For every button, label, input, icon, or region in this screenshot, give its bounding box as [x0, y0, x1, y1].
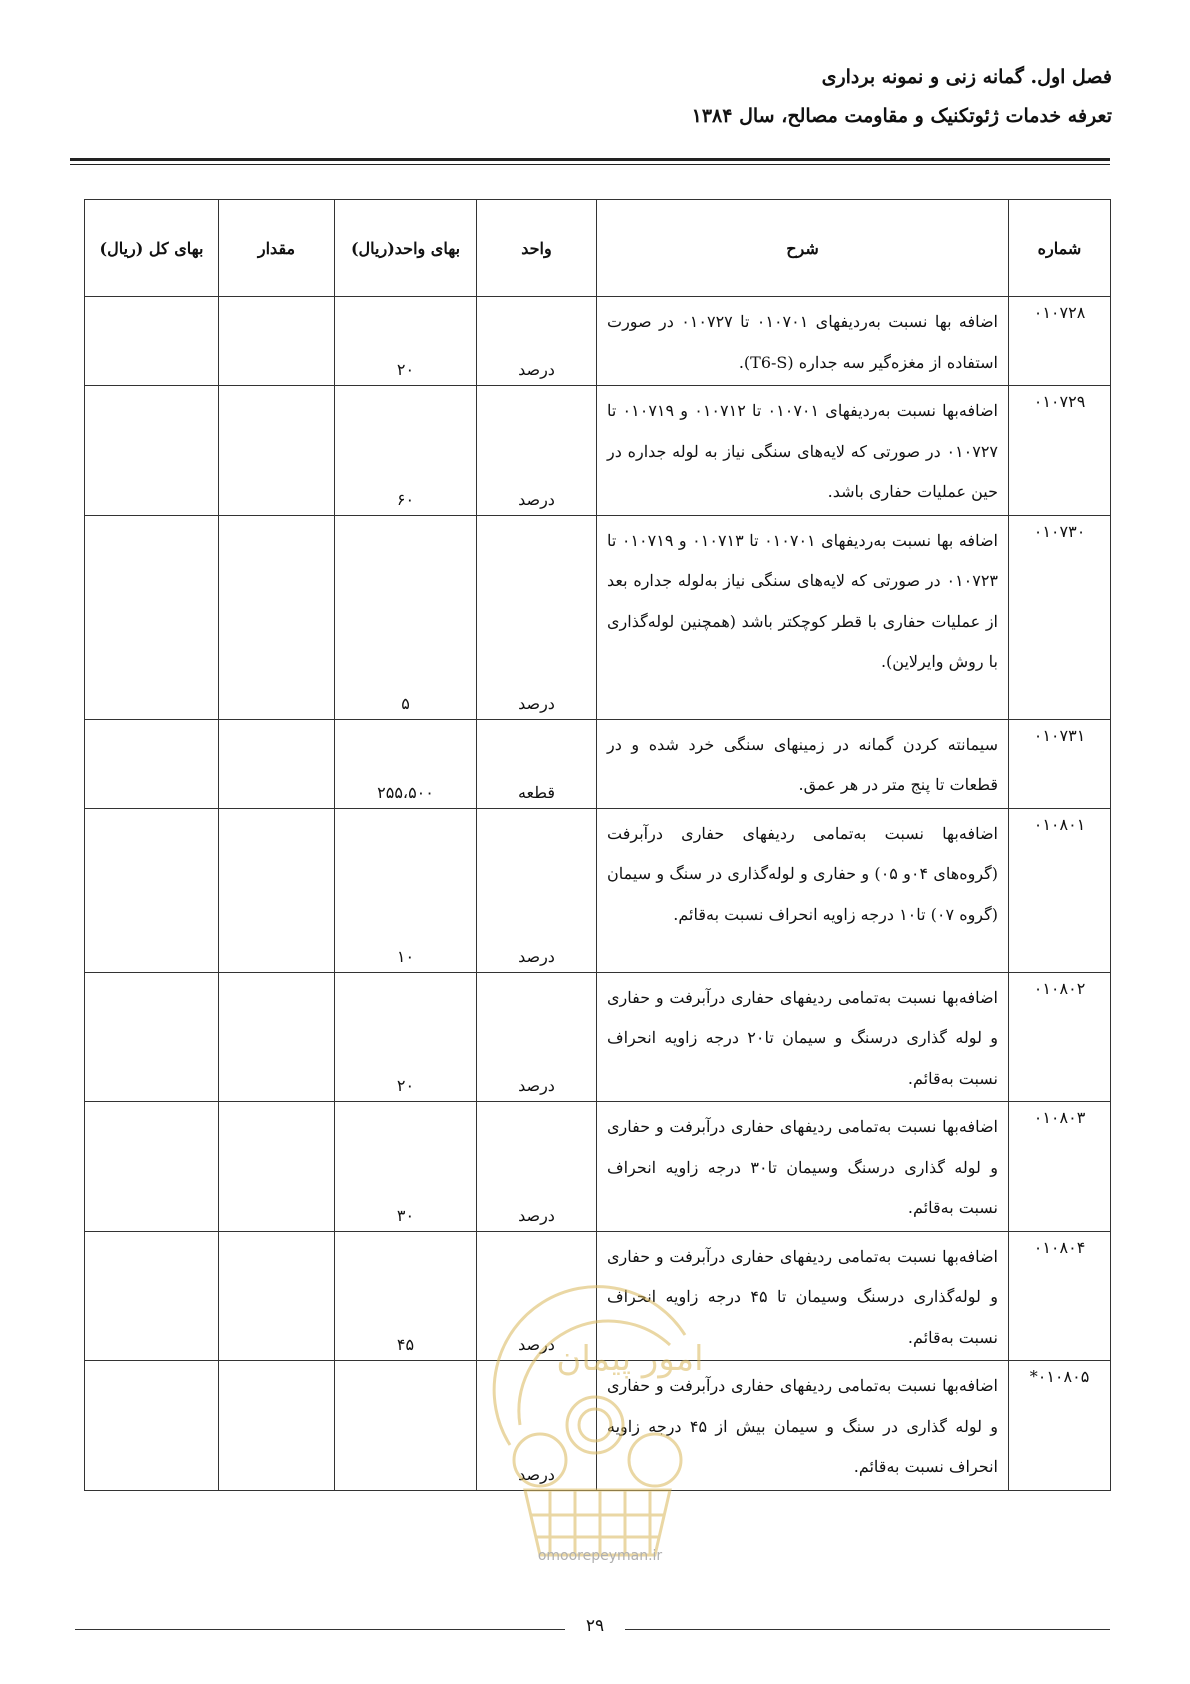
row-unit-price: ۲۰ — [335, 297, 477, 386]
row-total-price — [85, 515, 219, 719]
row-description: اضافه بها نسبت به‌ردیفهای ۰۱۰۷۰۱ تا ۰۱۰۷۱۳ و ۰۱۰۷۱۹ تا ۰۱۰۷۲۳ در صورتی که لایه‌های سنگی نیاز به‌لوله جداره بعد از عملیات حفاری با قطر کوچکتر باشد (همچنین لوله‌گذاری با روش وایرلاین). — [597, 515, 1009, 719]
page-header — [72, 56, 1112, 134]
row-quantity — [219, 1102, 335, 1232]
row-description: اضافه‌بها نسبت به‌تمامی ردیفهای حفاری درآبرفت و حفاری و لوله گذاری در سنگ و سیمان بیش از ۴۵ درجه زاویه انحراف نسبت به‌قائم. — [597, 1361, 1009, 1491]
row-unit-price: ۱۰ — [335, 808, 477, 972]
header-rule-thick — [70, 158, 1110, 161]
row-unit: درصد — [477, 1102, 597, 1232]
row-total-price — [85, 297, 219, 386]
table-row — [85, 515, 1111, 719]
row-unit-price: ۴۵ — [335, 1231, 477, 1361]
col-header-number: شماره — [1009, 200, 1111, 297]
row-unit: درصد — [477, 515, 597, 719]
row-unit-price: ۵ — [335, 515, 477, 719]
page-number: ۲۹ — [585, 1616, 605, 1636]
row-number: ۰۱۰۷۲۹ — [1009, 386, 1111, 516]
row-number: ۰۱۰۸۰۴ — [1009, 1231, 1111, 1361]
row-total-price — [85, 1361, 219, 1491]
row-description: اضافه‌بها نسبت به‌تمامی ردیفهای حفاری درآبرفت و حفاری و لوله گذاری درسنگ وسیمان تا۳۰ درجه زاویه انحراف نسبت به‌قائم. — [597, 1102, 1009, 1232]
row-quantity — [219, 719, 335, 808]
row-total-price — [85, 1102, 219, 1232]
row-unit-price: ۳۰ — [335, 1102, 477, 1232]
row-number: ۰۱۰۸۰۱ — [1009, 808, 1111, 972]
row-quantity — [219, 386, 335, 516]
document-subtitle: تعرفه خدمات ژئوتکنیک و مقاومت مصالح، سال ۱۳۸۴ — [691, 105, 1112, 127]
row-quantity — [219, 515, 335, 719]
row-quantity — [219, 808, 335, 972]
table-row — [85, 972, 1111, 1102]
row-number: ۰۱۰۷۳۰ — [1009, 515, 1111, 719]
row-number: ۰۱۰۷۲۸ — [1009, 297, 1111, 386]
chapter-title: فصل اول. گمانه زنی و نمونه برداری — [821, 66, 1112, 88]
row-unit: درصد — [477, 972, 597, 1102]
row-description: اضافه‌بها نسبت به‌تمامی ردیفهای حفاری درآبرفت (گروه‌های ۰۴و ۰۵) و حفاری و لوله‌گذاری در سنگ و سیمان (گروه ۰۷) تا۱۰ درجه زاویه انحراف نسبت به‌قائم. — [597, 808, 1009, 972]
row-number: ۰۱۰۸۰۲ — [1009, 972, 1111, 1102]
row-description: اضافه بها نسبت به‌ردیفهای ۰۱۰۷۰۱ تا ۰۱۰۷۲۷ در صورت استفاده از مغزه‌گیر سه جداره (T6-S). — [597, 297, 1009, 386]
row-description: اضافه‌بها نسبت به‌تمامی ردیفهای حفاری درآبرفت و حفاری و لوله گذاری درسنگ و سیمان تا۲۰ درجه زاویه انحراف نسبت به‌قائم. — [597, 972, 1009, 1102]
col-header-unit-price: بهای واحد(ریال) — [335, 200, 477, 297]
row-quantity — [219, 1361, 335, 1491]
footer-rule-right — [625, 1629, 1110, 1630]
row-unit-price: ۶۰ — [335, 386, 477, 516]
table-row — [85, 1102, 1111, 1232]
table-row — [85, 297, 1111, 386]
row-description: اضافه‌بها نسبت به‌ردیفهای ۰۱۰۷۰۱ تا ۰۱۰۷۱۲ و ۰۱۰۷۱۹ تا ۰۱۰۷۲۷ در صورتی که لایه‌های سنگی نیاز به لوله جداره در حین عملیات حفاری باشد. — [597, 386, 1009, 516]
row-total-price — [85, 719, 219, 808]
header-rule-thin — [70, 164, 1110, 165]
row-number: ۰۱۰۷۳۱ — [1009, 719, 1111, 808]
watermark-site: omoorepeyman.ir — [537, 1548, 663, 1564]
table-row — [85, 808, 1111, 972]
row-unit-price — [335, 1361, 477, 1491]
row-unit-price: ۲۵۵،۵۰۰ — [335, 719, 477, 808]
row-total-price — [85, 808, 219, 972]
row-unit: درصد — [477, 297, 597, 386]
row-unit: درصد — [477, 386, 597, 516]
row-unit: درصد — [477, 1231, 597, 1361]
watermark-logo-icon — [480, 1275, 730, 1565]
table-row — [85, 386, 1111, 516]
row-quantity — [219, 297, 335, 386]
col-header-description: شرح — [597, 200, 1009, 297]
row-unit: درصد — [477, 1361, 597, 1491]
row-number: ۰۱۰۸۰۳ — [1009, 1102, 1111, 1232]
table-header-row — [85, 200, 1111, 297]
row-total-price — [85, 972, 219, 1102]
row-number: ۰۱۰۸۰۵* — [1009, 1361, 1111, 1491]
footer-rule-left — [75, 1629, 565, 1630]
row-unit-price: ۲۰ — [335, 972, 477, 1102]
col-header-quantity: مقدار — [219, 200, 335, 297]
table-row — [85, 719, 1111, 808]
row-description: سیمانته کردن گمانه در زمینهای سنگی خرد شده و در قطعات تا پنج متر در هر عمق. — [597, 719, 1009, 808]
row-total-price — [85, 1231, 219, 1361]
row-quantity — [219, 972, 335, 1102]
row-unit: قطعه — [477, 719, 597, 808]
row-description: اضافه‌بها نسبت به‌تمامی ردیفهای حفاری درآبرفت و حفاری و لوله‌گذاری درسنگ وسیمان تا ۴۵ درجه زاویه انحراف نسبت به‌قائم. — [597, 1231, 1009, 1361]
row-quantity — [219, 1231, 335, 1361]
row-unit: درصد — [477, 808, 597, 972]
row-total-price — [85, 386, 219, 516]
col-header-total-price: بهای کل (ریال) — [85, 200, 219, 297]
svg-text:امور پیمان: امور پیمان — [556, 1339, 704, 1379]
col-header-unit: واحد — [477, 200, 597, 297]
